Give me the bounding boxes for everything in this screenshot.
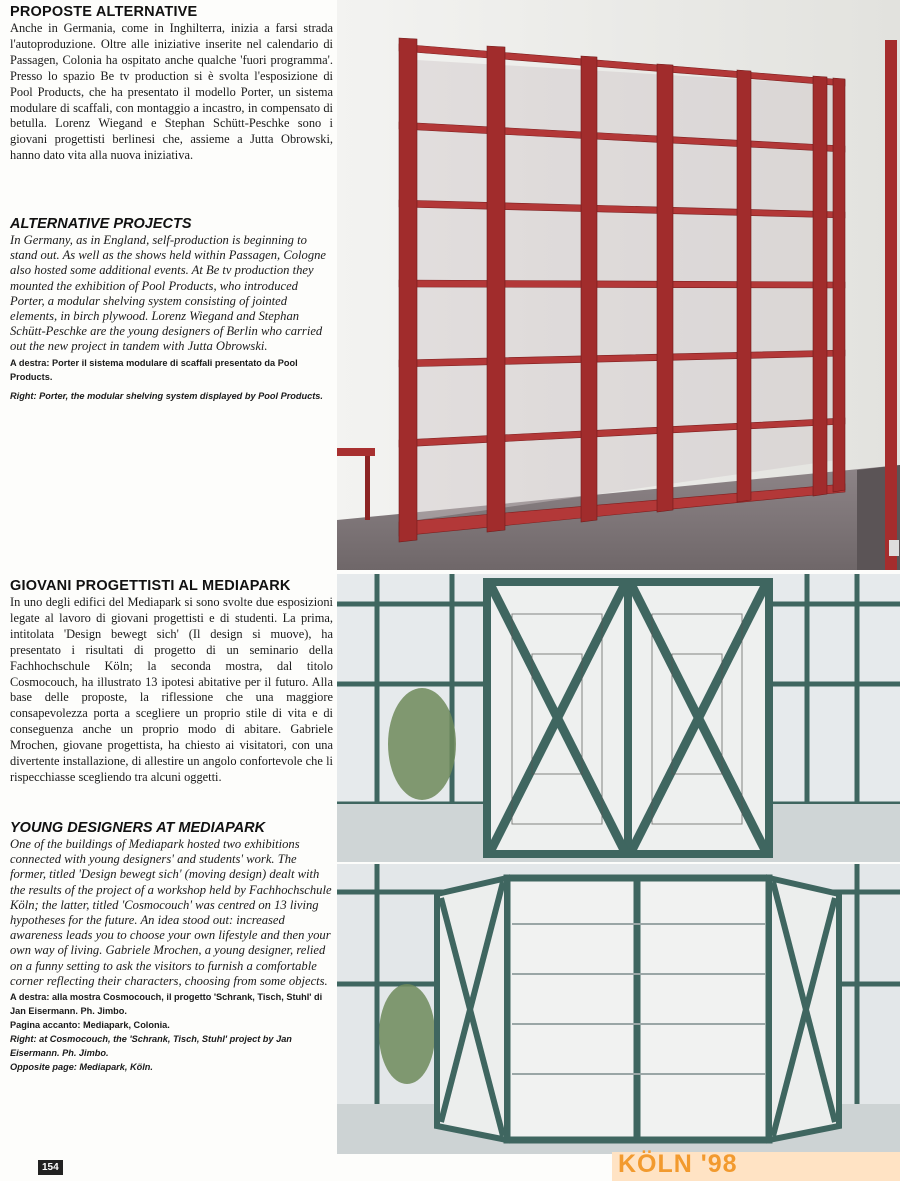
caption-cosmocouch-it: A destra: alla mostra Cosmocouch, il progetto 'Schrank, Tisch, Stuhl' di Jan Eisermann. Ph. Jimbo. bbox=[10, 992, 323, 1017]
heading-young-designers: YOUNG DESIGNERS AT MEDIAPARK bbox=[10, 820, 266, 836]
photo-schrank-closed bbox=[337, 574, 900, 862]
section-alternative-projects bbox=[10, 216, 333, 403]
body-proposte-alternative: Anche in Germania, come in Inghilterra, inizia a farsi strada l'autoproduzione. Oltre alle iniziative inserite nel calendario di Passagen, Colonia ha ospitato anche qualche 'fuori programma'. Presso lo spazio Be tv production si è svolta l'esposizione di Pool Products, che ha presentato il modello Porter, un sistema modulare di scaffali, con montaggio a incastro, in compensato di betulla. Lorenz Wiegand e Stephan Schütt-Peschke sono i giovani progettisti berlinesi che, assieme a Jutta Obrowski, hanno dato vita alla nuova iniziativa. bbox=[10, 21, 333, 163]
cabinet-open-illustration bbox=[337, 864, 900, 1154]
body-alternative-projects: In Germany, as in England, self-production is beginning to stand out. As well as the shows held within Passagen, Cologne also hosted some additional events. At Be tv production they mounted the exhibition of Pool Products, who introduced Porter, a modular shelving system consisting of jointed elements, in birch plywood. Lorenz Wiegand and Stephan Schütt-Peschke are the young designers of Berlin who carried out the new project in tandem with Jutta Obrowski. bbox=[10, 233, 327, 354]
cabinet-closed-illustration bbox=[337, 574, 900, 862]
body-young-designers: One of the buildings of Mediapark hosted two exhibitions connected with young designers' and students' work. The former, titled 'Design bewegt sich' (moving design) dealt with the results of the project of a workshop held by Fachhochschule Köln; the latter, titled 'Cosmocouch' was centred on 13 living hypotheses for the future. An idea stood out: increased awareness leads you to choose your own lifestyle and then your own way of living. Gabriele Mrochen, a young designer, relied on a funny setting to ask the visitors to furnish a comfortable corner reflecting their characters, choosing from some objects. bbox=[10, 837, 332, 988]
caption-mediapark-en: Opposite page: Mediapark, Köln. bbox=[10, 1062, 153, 1073]
caption-porter-it: A destra: Porter il sistema modulare di scaffali presentato da Pool Products. bbox=[10, 357, 298, 382]
photo-porter-shelving bbox=[337, 0, 900, 570]
caption-cosmocouch-en: Right: at Cosmocouch, the 'Schrank, Tisch, Stuhl' project by Jan Eisermann. Ph. Jimbo. bbox=[10, 1034, 292, 1059]
caption-porter-en: Right: Porter, the modular shelving system displayed by Pool Products. bbox=[10, 390, 323, 401]
footer-title: KÖLN '98 bbox=[618, 1150, 738, 1178]
body-giovani-progettisti: In uno degli edifici del Mediapark si sono svolte due esposizioni legate al lavoro di giovani progettisti e di studenti. La prima, intitolata 'Design bewegt sich' (Il design si muove), ha presentato i risultati di progetto di un seminario della Fachhochschule Köln; la seconda mostra, dal titolo Cosmocouch, ha illustrato 13 ipotesi abitative per il futuro. Alla base delle proposte, la riflessione che una maggiore consapevolezza porta a scegliere un proprio stile di vita e di conseguenza anche un proprio modo di abitare. Gabriele Mrochen, giovane progettista, ha chiesto ai visitatori, con una divertente installazione, di allestire un angolo confortevole che li rispecchiasse scegliendo tra alcuni oggetti. bbox=[10, 595, 333, 784]
heading-proposte-alternative: PROPOSTE ALTERNATIVE bbox=[10, 4, 198, 20]
section-proposte-alternative bbox=[10, 4, 333, 164]
section-young-designers bbox=[10, 820, 333, 1074]
section-giovani-progettisti bbox=[10, 578, 333, 786]
photo-schrank-open bbox=[337, 864, 900, 1154]
heading-giovani-progettisti: GIOVANI PROGETTISTI AL MEDIAPARK bbox=[10, 578, 291, 594]
caption-mediapark-it: Pagina accanto: Mediapark, Colonia. bbox=[10, 1020, 170, 1031]
porter-shelf-illustration bbox=[337, 0, 900, 570]
page-number: 154 bbox=[38, 1160, 63, 1175]
heading-alternative-projects: ALTERNATIVE PROJECTS bbox=[10, 216, 192, 232]
